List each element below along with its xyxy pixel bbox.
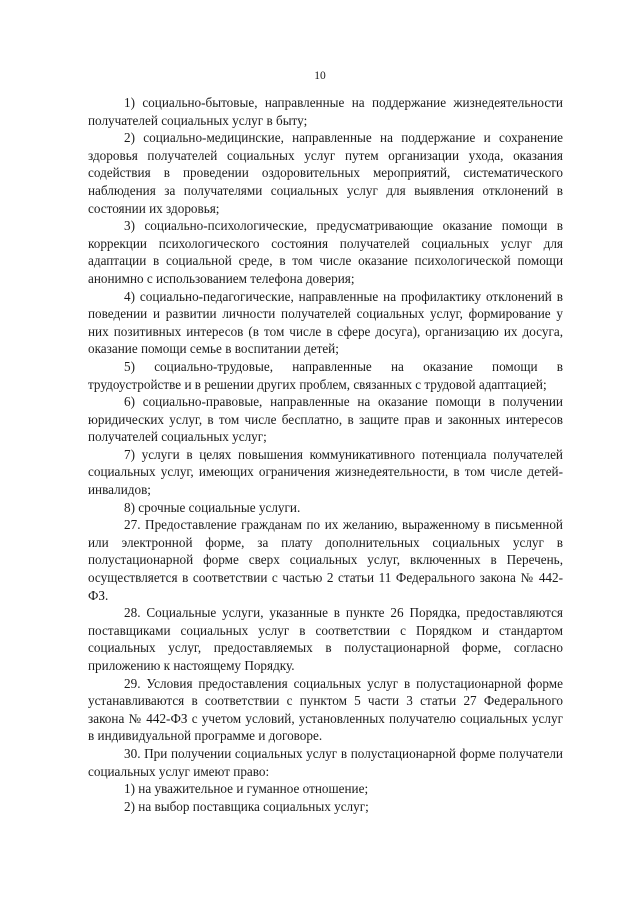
paragraph-social-legal: 6) социально-правовые, направленные на оказание помощи в получении юридических услуг, в том числе бесплатно, в защите прав и законных интересов получателей социальных услуг; [88,394,563,445]
paragraph-clause-27: 27. Предоставление гражданам по их желанию, выраженному в письменной или электронной форме, за плату дополнительных социальных услуг в полустационарной форме сверх социальных услуг, включенных в Перечень, осуществляется в соответствии с частью 2 статьи 11 Федерального закона № 442-ФЗ. [88,517,563,603]
page-number: 10 [314,70,326,82]
paragraph-clause-29: 29. Условия предоставления социальных услуг в полустационарной форме устанавливаются в соответствии с пунктом 5 части 3 статьи 27 Федерального закона № 442-ФЗ с учетом условий, установленных получателю социальных услуг в индивидуальной программе и договоре. [88,675,563,744]
paragraph-social-psychological: 3) социально-психологические, предусматривающие оказание помощи в коррекции психологического состояния получателей социальных услуг для адаптации в социальной среде, в том числе оказание психологической помощи анонимно с использованием телефона доверия; [88,218,563,286]
paragraph-clause-30: 30. При получении социальных услуг в полустационарной форме получатели социальных услуг имеют право: [88,745,563,779]
paragraph-right-respect: 1) на уважительное и гуманное отношение; [124,781,369,797]
paragraph-right-choice: 2) на выбор поставщика социальных услуг; [124,798,369,814]
paragraph-social-household: 1) социально-бытовые, направленные на поддержание жизнедеятельности получателей социальных услуг в быту; [88,95,563,128]
paragraph-social-labor: 5) социально-трудовые, направленные на оказание помощи в трудоустройстве и в решении других проблем, связанных с трудовой адаптацией; [88,358,563,392]
paragraph-clause-28: 28. Социальные услуги, указанные в пункте 26 Порядка, предоставляются поставщиками социальных услуг в соответствии с Порядком и стандартом социальных услуг, предоставляемых в полустационарной форме, согласно приложению к настоящему Порядку. [88,605,563,673]
paragraph-social-pedagogical: 4) социально-педагогические, направленные на профилактику отклонений в поведении и развитии личности получателей социальных услуг, формирование у них позитивных интересов (в том числе в сфере досуга), организацию их досуга, оказание помощи семье в воспитании детей; [88,288,563,357]
document-body [88,94,563,815]
paragraph-urgent-services: 8) срочные социальные услуги. [124,499,301,515]
paragraph-social-medical: 2) социально-медицинские, направленные на поддержание и сохранение здоровья получателей социальных услуг путем организации ухода, оказания содействия в проведении оздоровительных мероприятий, систематического наблюдения за получателями социальных услуг для выявления отклонений в состоянии их здоровья; [88,130,563,216]
paragraph-communicative-services: 7) услуги в целях повышения коммуникативного потенциала получателей социальных услуг, имеющих ограничения жизнедеятельности, в том числе детей-инвалидов; [88,446,563,498]
